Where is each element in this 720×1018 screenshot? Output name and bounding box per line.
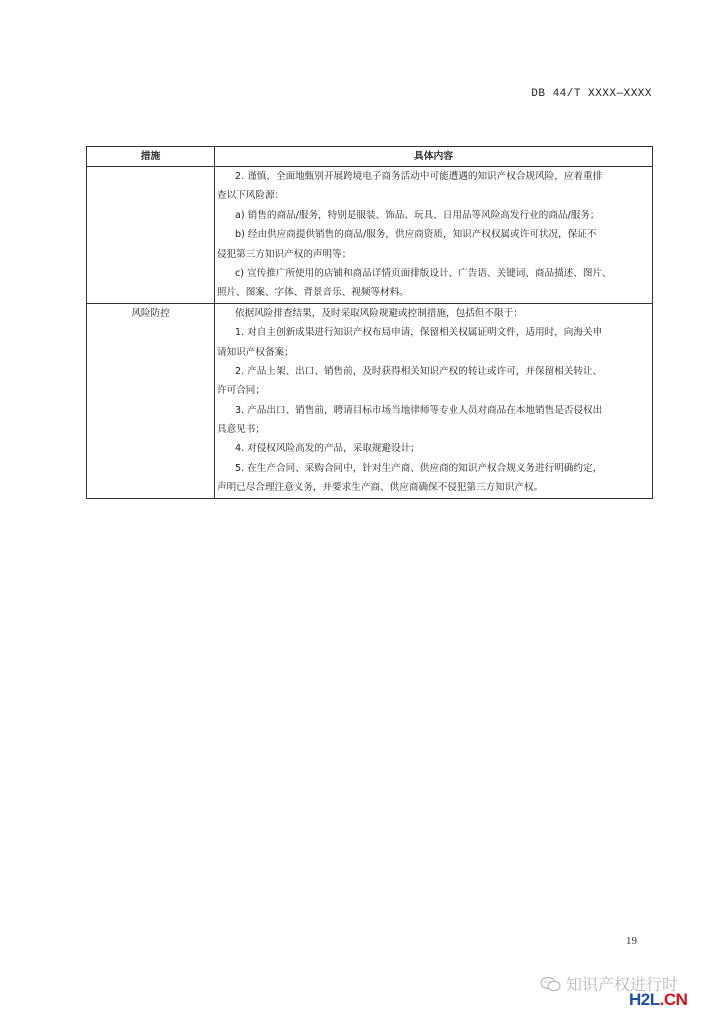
logo-h2l: H2L bbox=[629, 990, 660, 1009]
watermark-text: 知识产权进行时 bbox=[566, 975, 679, 994]
content-line: 侵犯第三方知识产权的声明等； bbox=[217, 248, 352, 260]
table-row bbox=[87, 167, 653, 304]
content-line: 依据风险排查结果，及时采取风险规避或控制措施，包括但不限于： bbox=[235, 307, 523, 319]
measures-table bbox=[86, 146, 653, 499]
page-number: 19 bbox=[626, 935, 637, 947]
logo-cn: .CN bbox=[659, 990, 688, 1009]
measure-cell bbox=[87, 167, 215, 304]
content-line: 5. 在生产合同、采购合同中，针对生产商、供应商的知识产权合规义务进行明确约定， bbox=[235, 462, 603, 474]
column-header-content: 具体内容 bbox=[215, 147, 653, 167]
table-header-row bbox=[87, 147, 653, 167]
content-line: 4. 对侵权风险高发的产品，采取规避设计； bbox=[235, 443, 420, 455]
standard-code: DB 44/T XXXX—XXXX bbox=[531, 88, 652, 100]
content-line: 2. 产品上架、出口、销售前，及时获得相关知识产权的转让或许可，并保留相关转让、 bbox=[235, 365, 603, 377]
content-line: 声明已尽合理注意义务，并要求生产商、供应商确保不侵犯第三方知识产权。 bbox=[217, 482, 544, 494]
content-line: b) 经由供应商提供销售的商品/服务，供应商资质，知识产权权属或许可状况，保证不 bbox=[235, 229, 597, 241]
wechat-icon bbox=[540, 976, 562, 992]
content-line: 3. 产品出口、销售前，聘请目标市场当地律师等专业人员对商品在本地销售是否侵权出 bbox=[235, 404, 603, 416]
content-line: a) 销售的商品/服务，特别是服装、饰品、玩具、日用品等风险高发行业的商品/服务； bbox=[235, 209, 600, 221]
table-row bbox=[87, 303, 653, 498]
content-line: 具意见书； bbox=[217, 424, 265, 436]
content-line: 许可合同； bbox=[217, 385, 265, 397]
column-header-measure: 措施 bbox=[87, 147, 215, 167]
content-cell bbox=[215, 303, 653, 498]
content-line: 2. 谨慎、全面地甄别开展跨境电子商务活动中可能遭遇的知识产权合规风险，应着重排 bbox=[235, 171, 603, 182]
measure-cell: 风险防控 bbox=[87, 303, 215, 498]
content-cell bbox=[215, 167, 653, 304]
content-line: c) 宣传推广所使用的店铺和商品详情页面排版设计、广告语、关键词、商品描述、图片、 bbox=[235, 267, 612, 279]
content-line: 查以下风险源： bbox=[217, 190, 285, 202]
content-line: 照片、图案、字体、背景音乐、视频等材料。 bbox=[217, 287, 409, 299]
site-logo bbox=[629, 990, 687, 1010]
content-line: 1. 对自主创新成果进行知识产权布局申请，保留相关权属证明文件，适用时，向海关申 bbox=[235, 327, 603, 339]
content-line: 请知识产权备案； bbox=[217, 346, 294, 358]
